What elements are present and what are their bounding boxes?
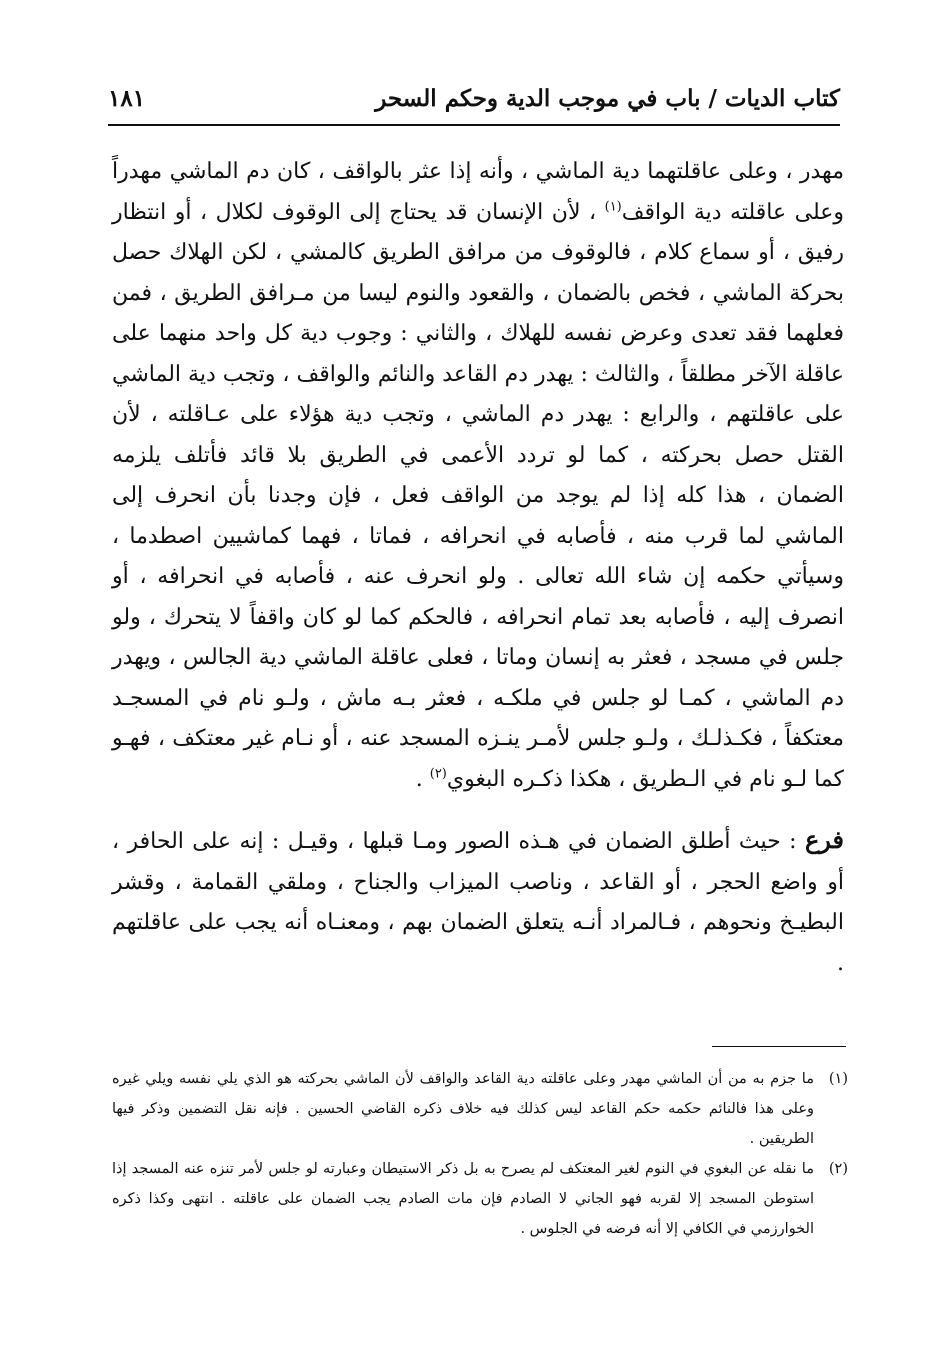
page-number: ١٨١ <box>108 84 146 112</box>
footnote-2 <box>112 1154 848 1244</box>
footnote-2-text: ما نقله عن البغوي في النوم لغير المعتكف لم يصرح به بل ذكر الاستيطان وعبارته لو جلس لأمر تنزه عنه المسجد إذا استوطن المسجد إلا لقربه فهو الجاني لا الصادم فإن مات الصادم يجب الضمان على عاقلته . انتهى وكذا ذكره الخوارزمي في الكافي إلا أنه فرضه في الجلوس . <box>112 1161 814 1237</box>
footnote-1-text: ما جزم به من أن الماشي مهدر وعلى عاقلته دية القاعد والواقف لأن الماشي بحركته هو الذي يلي نفسه ويلي غيره وعلى هذا فالنائم حكمه حكم القاعد ليس كذلك فيه خلاف ذكره القاضي الحسين . فإنه نقل التضمين وذكر فيها الطريقين . <box>112 1071 814 1147</box>
far-label: فرع <box>804 825 844 854</box>
main-text <box>112 152 844 984</box>
paragraph-2 <box>112 820 844 984</box>
header-rule <box>108 124 840 126</box>
paragraph-2-text: : حيث أطلق الضمان في هـذه الصور ومـا قبلها ، وقيـل : إنه على الحافر ، أو واضع الحجر ، أو القاعد ، وناصب الميزاب والجناح ، وملقي القمامة ، وقشر البطيـخ ونحوهم ، فـالمراد أنـه يتعلق الضمان بهم ، ومعنـاه أنه يجب على عاقلتهم . <box>112 829 844 976</box>
footnote-ref-1: (١) <box>604 199 622 215</box>
paragraph-1-end: . <box>415 766 430 792</box>
paragraph-1 <box>112 152 844 800</box>
footnote-ref-2: (٢) <box>429 766 447 782</box>
footnotes <box>112 1064 848 1244</box>
page-header <box>108 72 840 124</box>
footnote-2-number: (٢) <box>828 1161 848 1177</box>
paragraph-1-text-b: ، لأن الإنسان قد يحتاج إلى الوقوف لكلال ، أو انتظار رفيق ، أو سماع كلام ، فالوقوف من مرافق الطريق كالمشي ، لكن الهلاك حصل بحركة الماشي ، فخص بالضمان ، والقعود والنوم ليسا من مـرافق الطريق ، فمن فعلهما فقد تعدى وعرض نفسه للهلاك ، والثاني : وجوب دية كل واحد منهما على عاقلة الآخر مطلقاً ، والثالث : يهدر دم القاعد والنائم والواقف ، وتجب دية الماشي على عاقلتهم ، والرابع : يهدر دم الماشي ، وتجب دية هؤلاء على عـاقلته ، لأن القتل حصل بحركته ، كما لو تردد الأعمى في الطريق بلا قائد فأتلف يلزمه الضمان ، هذا كله إذا لم يوجد من الواقف فعل ، فإن وجدنا بأن انحرف إلى الماشي لما قرب منه ، فأصابه في انحرافه ، فماتا ، فهما كماشيين اصطدما ، وسيأتي حكمه إن شاء الله تعالى . ولو انحرف عنه ، فأصابه في انحرافه ، أو انصرف إليه ، فأصابه بعد تمام انحرافه ، فالحكم كما لو كان واقفاً لا يتحرك ، ولو جلس في مسجد ، فعثر به إنسان وماتا ، فعلى عاقلة الماشي دية الجالس ، ويهدر دم الماشي ، كمـا لو جلس في ملكـه ، فعثر بـه ماش ، ولـو نام في المسجـد معتكفاً ، فكـذلـك ، ولـو جلس لأمـر ينـزه المسجد عنه ، أو نـام غير معتكف ، فهـو كما لـو نام في الـطريق ، هكذا ذكـره البغوي <box>112 199 844 792</box>
footnote-separator <box>712 1046 846 1047</box>
running-title: كتاب الديات / باب في موجب الدية وحكم السحر <box>375 84 840 112</box>
footnote-1 <box>112 1064 848 1154</box>
footnote-1-number: (١) <box>828 1071 848 1087</box>
paragraph-1-text-a: مهدر ، وعلى عاقلتهما دية الماشي ، وأنه إذا عثر بالواقف ، كان دم الماشي مهدراً وعلى عاقلته دية الواقف <box>112 159 844 225</box>
